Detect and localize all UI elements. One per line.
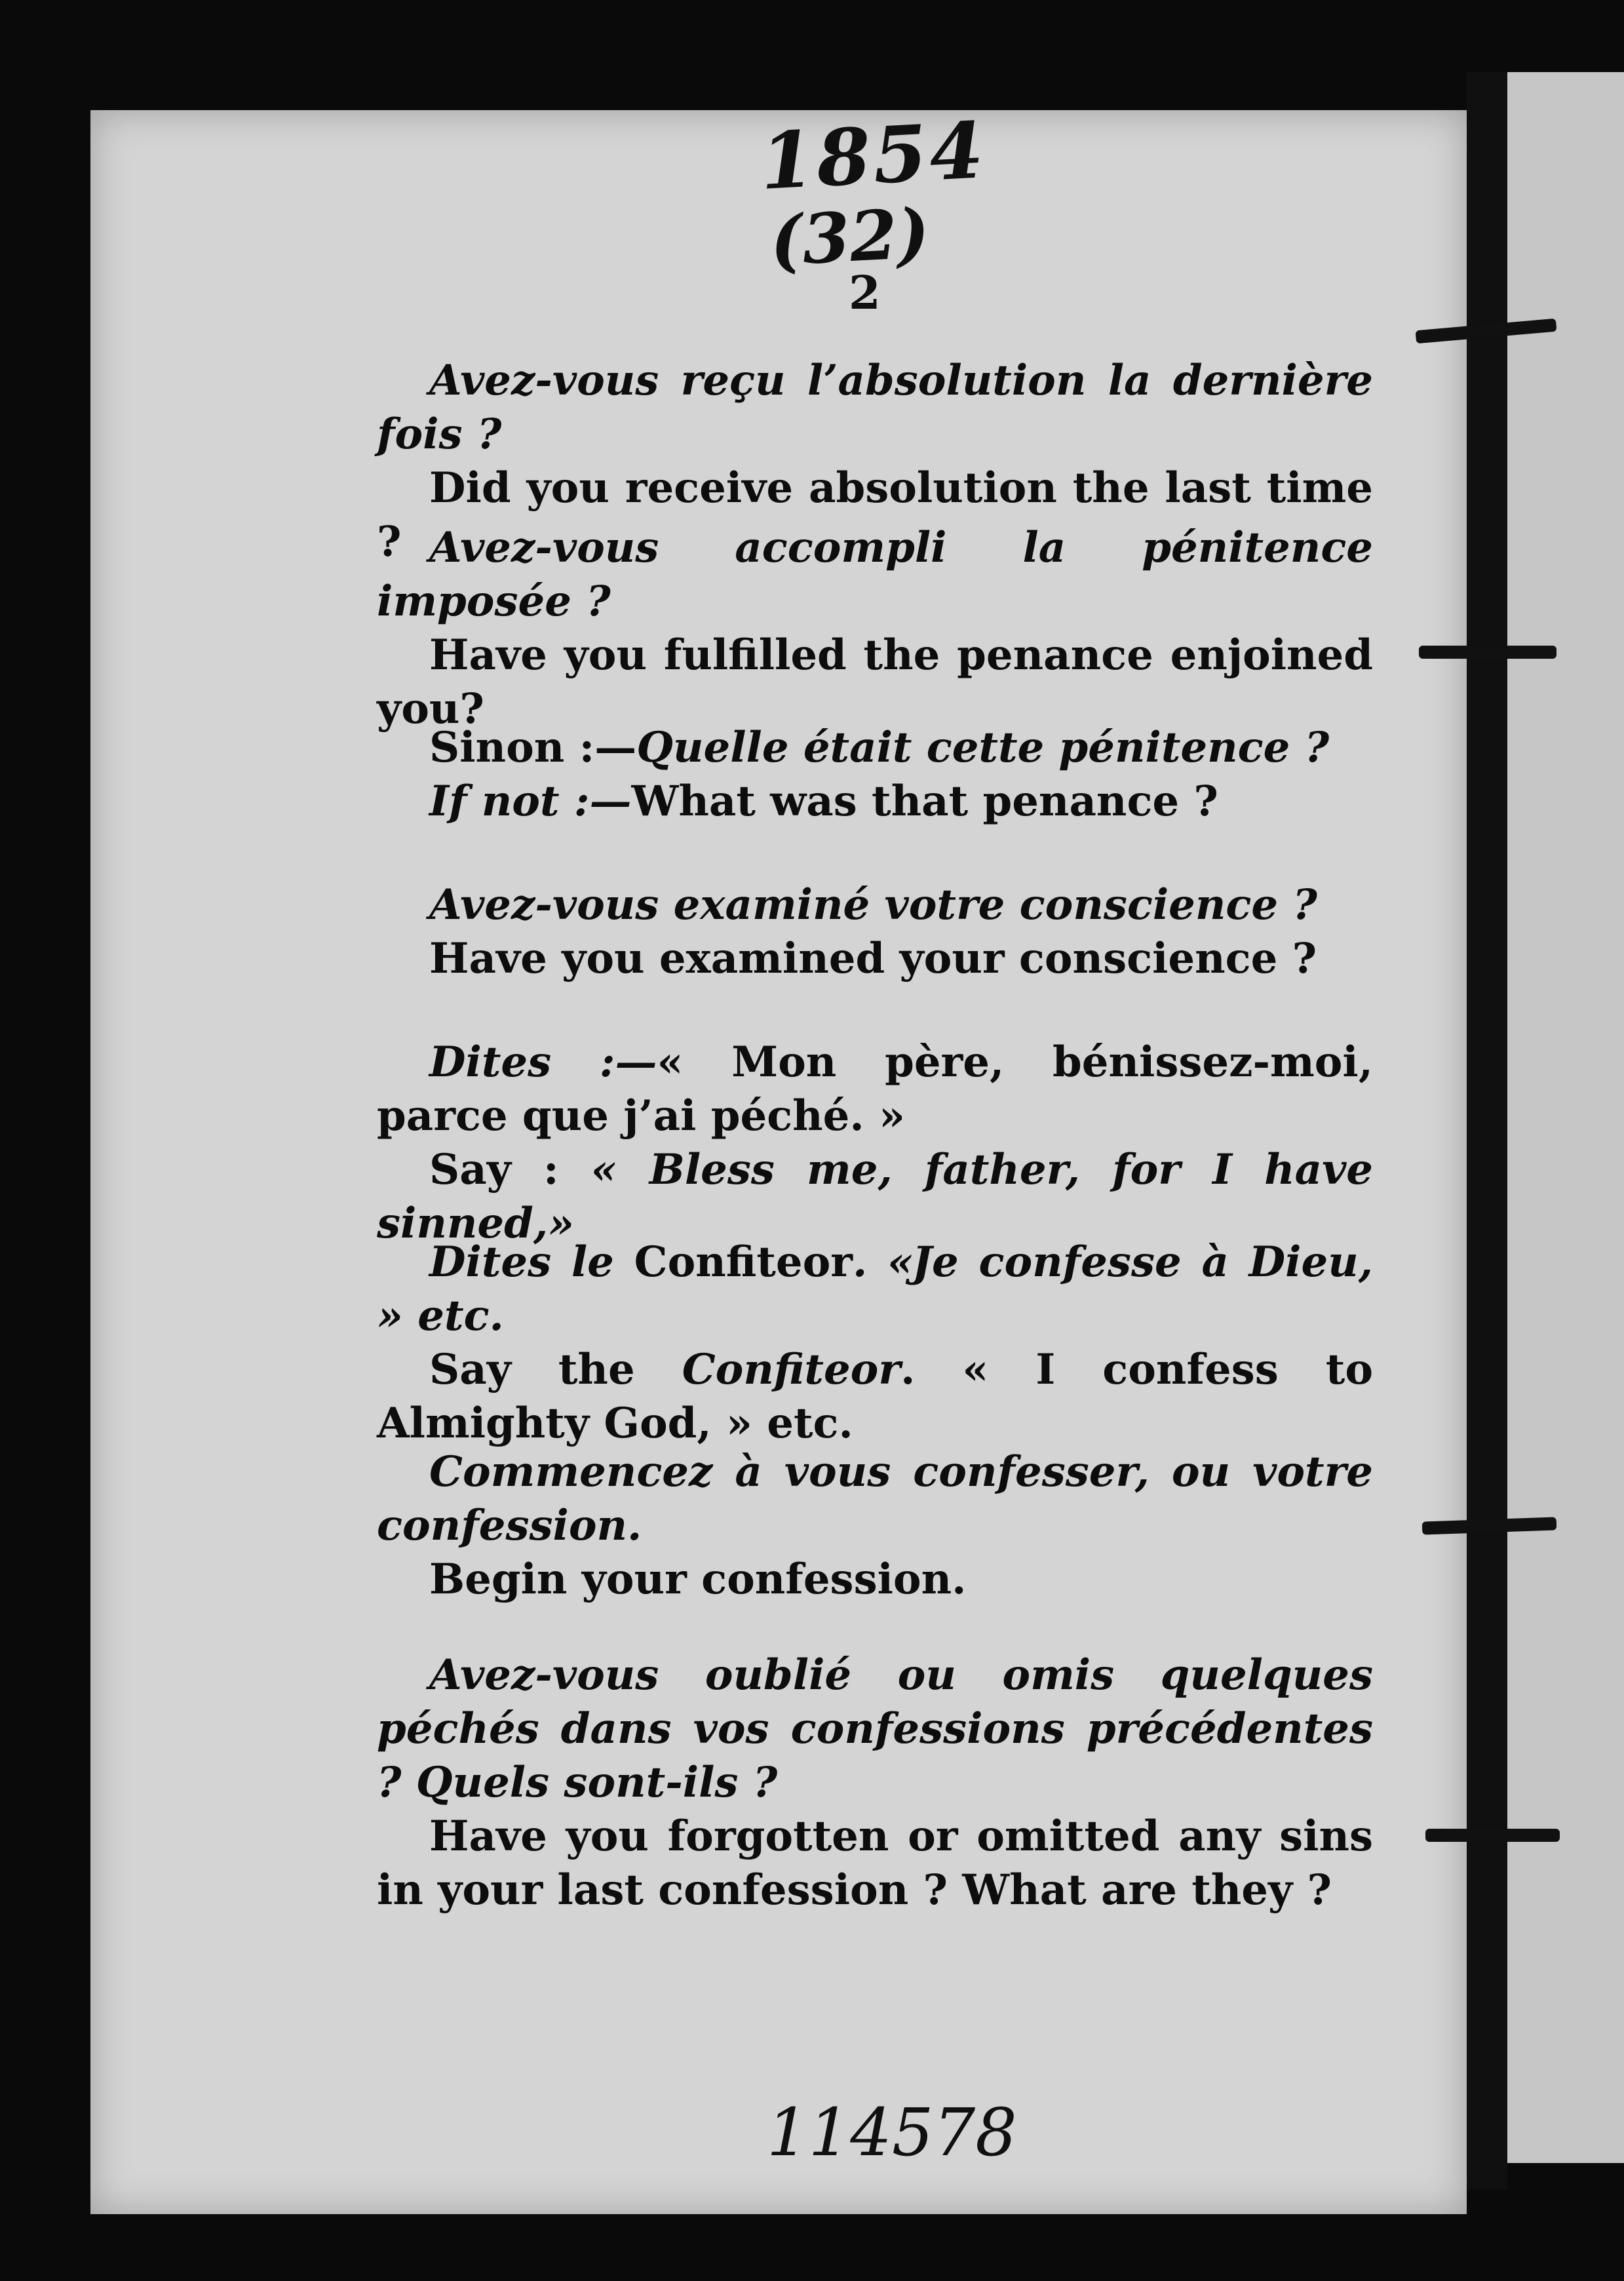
binding-stitch — [1425, 1829, 1560, 1842]
english-text: « Bless me, father, for I have sinned,» — [377, 1145, 1374, 1248]
facing-page-edge — [1507, 72, 1624, 2163]
qa-block-confiteor — [377, 1236, 1373, 1451]
qa-block-begin-confession — [377, 1445, 1373, 1607]
qa-block-if-not — [377, 721, 1373, 829]
english-text: What was that penance ? — [631, 777, 1218, 826]
french-word: Confiteor — [634, 1238, 853, 1287]
qa-block-forgotten-sins — [377, 1648, 1373, 1917]
qa-block-conscience — [377, 878, 1373, 986]
french-instruction — [377, 1036, 1373, 1143]
french-text: Quelle était cette pénitence ? — [636, 723, 1330, 772]
english-text: . « I confess to Almighty God, » etc. — [377, 1345, 1374, 1448]
french-text: . «Je confesse à Dieu, » etc. — [377, 1238, 1374, 1340]
english-instruction — [377, 1343, 1373, 1451]
french-instruction — [377, 1236, 1373, 1343]
english-prefix: Say the — [429, 1345, 682, 1394]
english-question: Have you fulfilled the penance enjoined you? — [377, 631, 1373, 733]
handwritten-year: 1854 — [758, 104, 988, 207]
french-prefix: Dites le — [429, 1238, 634, 1287]
english-question: Have you forgotten or omitted any sins in your last confession ? What are they ? — [377, 1812, 1373, 1915]
english-prefix: If not :— — [429, 777, 632, 826]
english-question: Have you examined your conscience ? — [429, 934, 1317, 983]
english-question — [377, 775, 1373, 829]
english-instruction — [377, 1143, 1373, 1251]
binding-stitch — [1419, 646, 1556, 659]
english-instruction: Begin your confession. — [429, 1555, 967, 1604]
french-question: Avez-vous oublié ou omis quelques péchés dans vos confessions précédentes ? Quels sont-ils ? — [377, 1650, 1373, 1807]
book-spine — [1467, 72, 1507, 2189]
french-question: Avez-vous accompli la pénitence imposée ? — [377, 523, 1373, 626]
french-text: « Mon père, bénissez-moi, parce que j’ai péché. » — [377, 1038, 1373, 1140]
qa-block-bless-me — [377, 1036, 1373, 1251]
french-prefix: Dites :— — [429, 1038, 657, 1087]
english-question: Did you receive absolution the last time ? — [377, 463, 1373, 566]
english-word: Confiteor — [682, 1345, 901, 1394]
french-question: Avez-vous reçu l’absolution la dernière fois ? — [377, 356, 1373, 459]
qa-block-penance — [377, 521, 1373, 736]
french-question — [377, 721, 1373, 775]
french-question: Avez-vous examiné votre conscience ? — [429, 880, 1317, 929]
english-prefix: Say : — [429, 1145, 591, 1194]
french-instruction: Commencez à vous confesser, ou votre confession. — [377, 1447, 1373, 1550]
french-prefix: Sinon :— — [429, 723, 637, 772]
handwritten-catalog-number: 114578 — [767, 2094, 1017, 2171]
page-number: 2 — [849, 265, 881, 320]
handwritten-reference: (32) — [767, 192, 932, 282]
